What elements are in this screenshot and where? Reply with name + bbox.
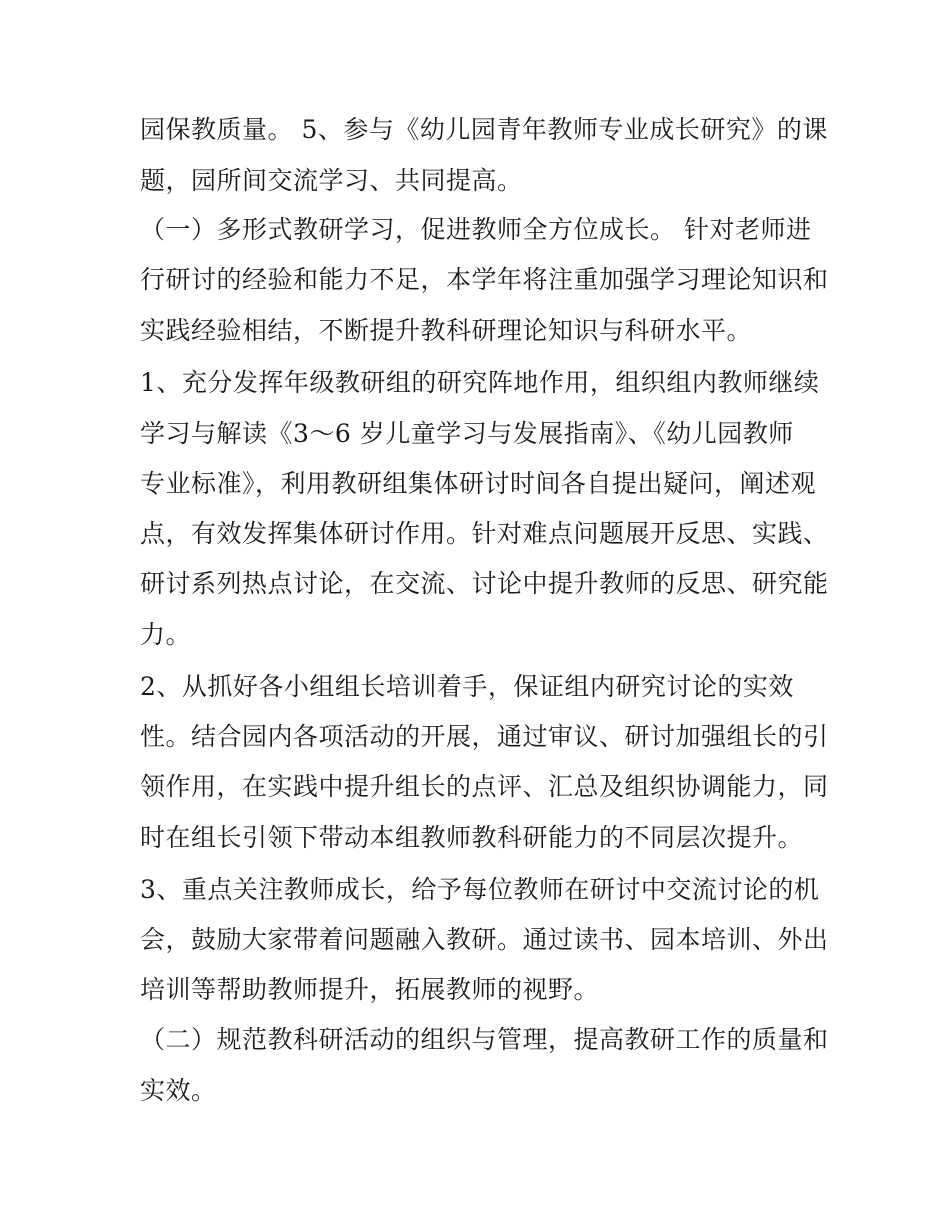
text-line: 力。 [140, 620, 192, 649]
text-line: 领作用，在实践中提升组长的点评、汇总及组织协调能力，同 [140, 772, 829, 801]
text-line: 3、重点关注教师成长，给予每位教师在研讨中交流讨论的机 [140, 875, 820, 904]
text-line: 行研讨的经验和能力不足，本学年将注重加强学习理论知识和 [140, 265, 829, 294]
text-line: 培训等帮助教师提升，拓展教师的视野。 [140, 975, 600, 1004]
text-line: 会，鼓励大家带着问题融入教研。通过读书、园本培训、外出 [140, 925, 829, 954]
text-line: （一）多形式教研学习，促进教师全方位成长。 针对老师进 [140, 215, 812, 244]
text-line: 1、充分发挥年级教研组的研究阵地作用，组织组内教师继续 [140, 368, 820, 397]
text-line: （二）规范教科研活动的组织与管理，提高教研工作的质量和 [140, 1025, 829, 1054]
text-line: 专业标准》，利用教研组集体研讨时间各自提出疑问，阐述观 [140, 469, 817, 498]
text-line: 题，园所间交流学习、共同提高。 [140, 166, 523, 195]
text-line: 实效。 [140, 1076, 217, 1105]
text-line: 点，有效发挥集体研讨作用。针对难点问题展开反思、实践、 [140, 519, 829, 548]
text-line: 时在组长引领下带动本组教师教科研能力的不同层次提升。 [140, 823, 804, 852]
text-line: 2、从抓好各小组组长培训着手，保证组内研究讨论的实效 [140, 672, 794, 701]
text-line: 园保教质量。 5、参与《幼儿园青年教师专业成长研究》的课 [140, 115, 828, 144]
text-line: 研讨系列热点讨论，在交流、讨论中提升教师的反思、研究能 [140, 569, 829, 598]
text-line: 实践经验相结，不断提升教科研理论知识与科研水平。 [140, 316, 753, 345]
text-line: 性。结合园内各项活动的开展，通过审议、研讨加强组长的引 [140, 722, 829, 751]
text-line: 学习与解读《3～6 岁儿童学习与发展指南》、《幼儿园教师 [140, 419, 794, 448]
